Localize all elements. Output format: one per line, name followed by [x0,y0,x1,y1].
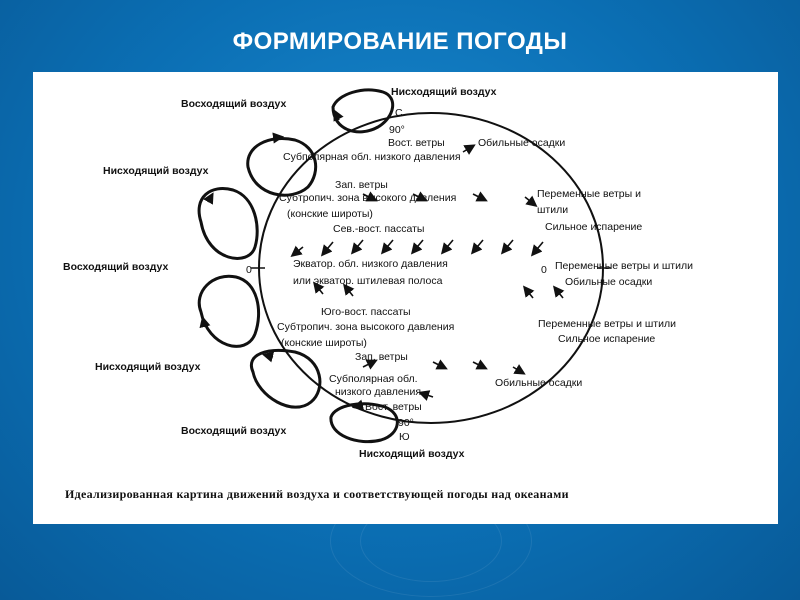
zone-equatorial-calm: или экватор. штилевая полоса [293,275,443,287]
zone-subtropic-high-south: Субтропич. зона высокого давления [277,321,455,333]
label-lat-90-south: 90° [398,417,414,429]
weather-heavy-rain-north: Обильные осадки [478,137,566,149]
hadley-cell-south [199,276,258,346]
wind-arrow [463,146,473,152]
wind-arrow [345,286,353,296]
zone-subtropic-high-north: Субтропич. зона высокого давления [279,192,457,204]
zone-east-winds-south: Вост. ветры [365,401,422,413]
wind-arrow [413,240,423,252]
wind-arrow [383,240,393,252]
zone-west-winds-south: Зап. ветры [355,351,408,363]
wind-arrow [503,240,513,252]
zone-ne-trades: Сев.-вост. пассаты [333,223,425,235]
zone-west-winds-north: Зап. ветры [335,179,388,191]
zone-subpolar-low-north: Субполярная обл. низкого давления [283,151,461,163]
wind-arrow [323,242,333,254]
weather-variable-winds-north-1: Переменные ветры и [537,188,641,200]
wind-arrows [293,146,563,397]
wind-arrow [533,242,543,254]
wind-arrow [293,247,303,255]
weather-variable-winds-north-2: штили [537,204,569,216]
label-descending-air-north: Нисходящий воздух [391,86,497,98]
wind-arrow [473,194,485,200]
atmospheric-circulation-diagram [33,72,778,524]
label-descending-air-upper: Нисходящий воздух [103,165,209,177]
label-ascending-air-bottom: Восходящий воздух [181,425,287,437]
label-descending-air-lower: Нисходящий воздух [95,361,201,373]
weather-variable-winds-south: Переменные ветры и штили [538,318,676,330]
zone-east-winds-north: Вост. ветры [388,137,445,149]
diagram-figure [33,72,778,524]
wind-arrow [473,240,483,252]
zone-se-trades: Юго-вост. пассаты [321,306,411,318]
weather-variable-winds-equator: Переменные ветры и штили [555,260,693,272]
cell-arrow [265,355,273,357]
label-lat-90-north: 90° [389,124,405,136]
equator-mark-right: 0 [541,264,547,276]
label-ascending-air-top: Восходящий воздух [181,98,287,110]
zone-subpolar-low-south-1: Субполярная обл. [329,373,418,385]
slide-title: ФОРМИРОВАНИЕ ПОГОДЫ [232,28,568,55]
label-south: Ю [399,431,410,443]
figure-caption: Идеализированная картина движений воздуха и соответствующей погоды над океанами [65,487,569,501]
zone-equatorial-low: Экватор. обл. низкого давления [293,258,448,270]
weather-evaporation-north: Сильное испарение [545,221,643,233]
cell-arrow [273,137,281,138]
ferrel-cell-north [248,139,316,196]
wind-arrow [353,240,363,252]
wind-arrow [513,367,523,373]
label-descending-air-south: Нисходящий воздух [359,448,465,460]
label-ascending-air-equator: Восходящий воздух [63,261,169,273]
wind-arrow [421,393,433,397]
hadley-cell-north [199,189,257,259]
weather-heavy-rain-equator: Обильные осадки [565,276,653,288]
weather-heavy-rain-south: Обильные осадки [495,377,583,389]
label-north: С [395,107,403,119]
cell-arrow [208,195,212,202]
wind-arrow [525,197,535,205]
zone-subpolar-low-south-2: низкого давления [335,386,422,398]
equator-mark-left: 0 [246,264,252,276]
wind-arrow [525,288,533,298]
zone-horse-latitudes-north: (конские широты) [287,208,373,220]
wind-arrow [433,362,445,368]
zone-horse-latitudes-south: (конские широты) [281,337,367,349]
wind-arrow [443,240,453,252]
wind-arrow [473,362,485,368]
weather-evaporation-south: Сильное испарение [558,333,656,345]
wind-arrow [555,288,563,298]
